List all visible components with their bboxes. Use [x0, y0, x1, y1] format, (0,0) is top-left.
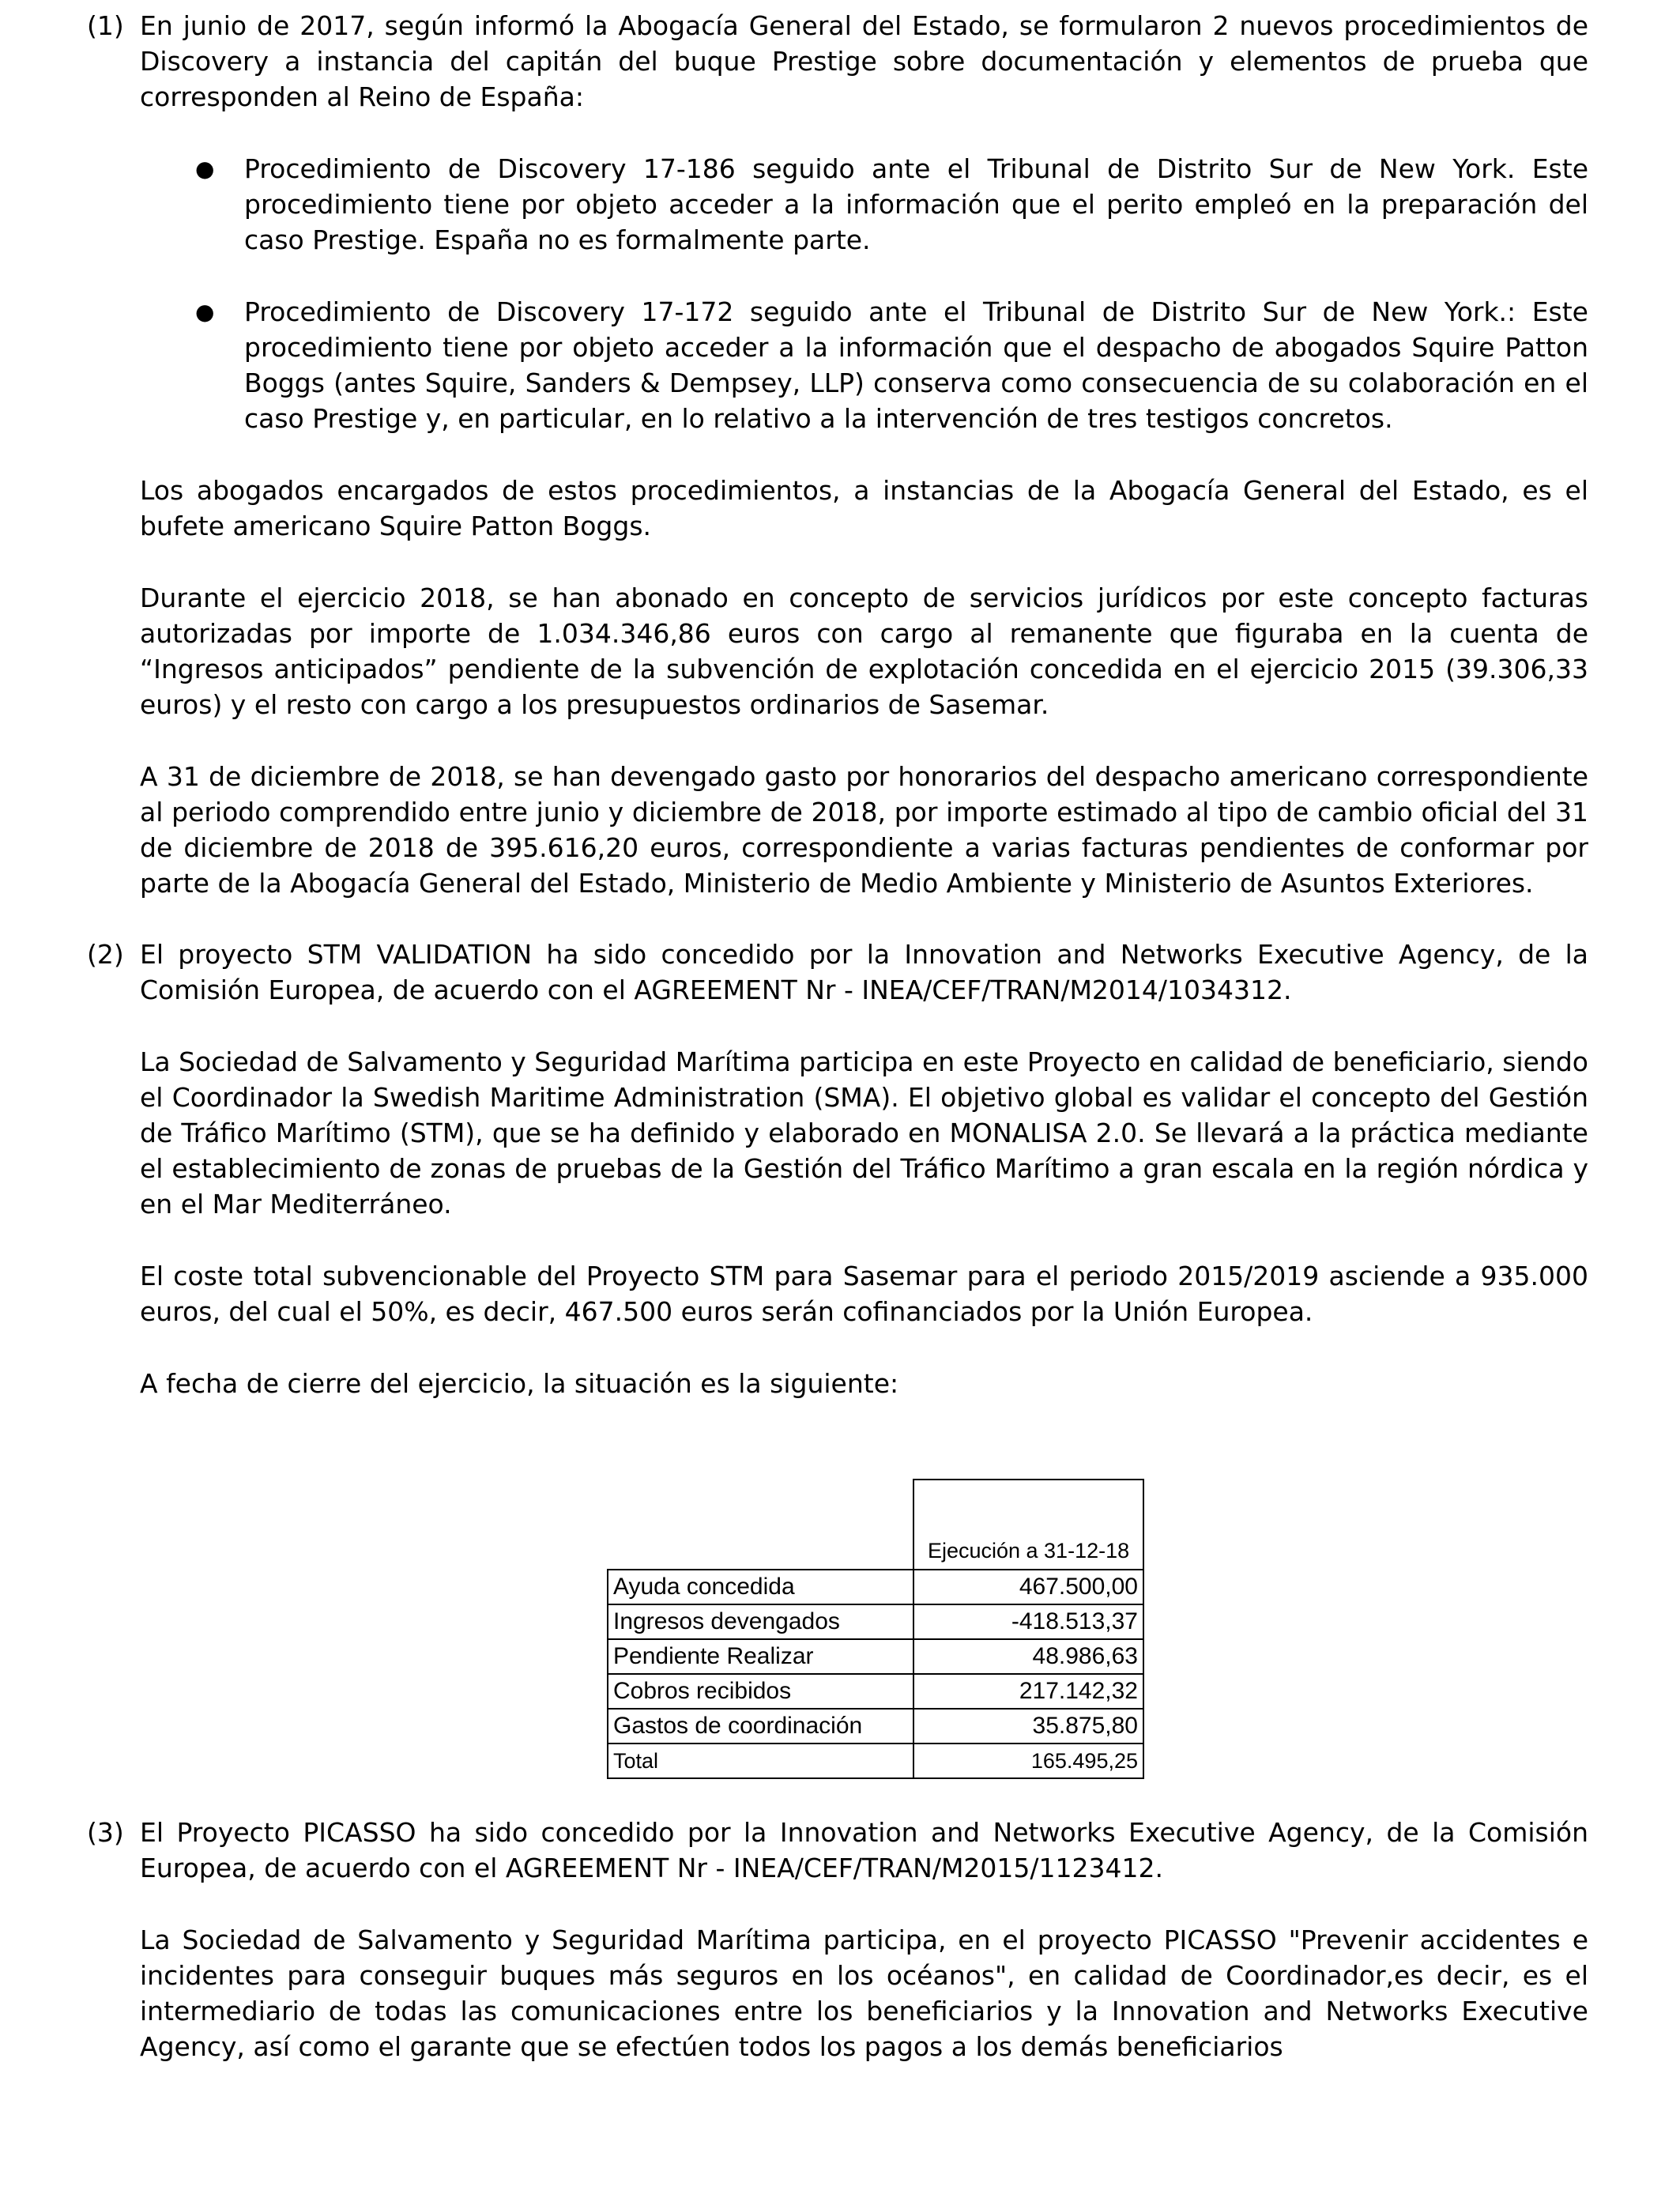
- paragraph: El coste total subvencionable del Proyecto STM para Sasemar para el periodo 2015/2019 asciende a 935.000 euros, del cual el 50%, es decir, 467.500 euros serán cofinanciados por la Unión Europea.: [140, 1261, 1588, 1327]
- paragraph: Los abogados encargados de estos procedimientos, a instancias de la Abogacía General del Estado, es el bufete americano Squire Patton Boggs.: [140, 475, 1588, 541]
- paragraph: Durante el ejercicio 2018, se han abonado en concepto de servicios jurídicos por este concepto facturas autorizadas por importe de 1.034.346,86 euros con cargo al remanente que figuraba en la cuenta de “Ingresos anticipados” pendiente de la subvención de explotación concedida en el ejercicio 2015 (39.306,33 euros) y el resto con cargo a los presupuestos ordinarios de Sasemar.: [140, 582, 1588, 720]
- note-item-1: [87, 8, 1588, 901]
- bullet-icon: ●: [195, 156, 215, 182]
- row-value: 165.495,25: [913, 1744, 1143, 1778]
- execution-table-wrapper: [607, 1479, 1144, 1779]
- table-row: [608, 1709, 1143, 1744]
- row-value: -418.513,37: [913, 1604, 1143, 1639]
- bullet-item: [140, 294, 1588, 436]
- bullet-icon: ●: [195, 299, 215, 325]
- row-value: 217.142,32: [913, 1674, 1143, 1709]
- item-number: (3): [87, 1817, 124, 1848]
- bullet-text: Procedimiento de Discovery 17-172 seguido ante el Tribunal de Distrito Sur de New York.: Este procedimiento tiene por objeto acceder a la información que el despacho de abogados Squire Patton Boggs (antes Squire, Sanders & Dempsey, LLP) conserva como consecuencia de su colaboración en el caso Prestige y, en particular, en lo relativo a la intervención de tres testigos concretos.: [244, 296, 1588, 434]
- bullet-list: [140, 151, 1588, 436]
- item-intro: El Proyecto PICASSO ha sido concedido por la Innovation and Networks Executive Agency, de la Comisión Europea, de acuerdo con el AGREEMENT Nr - INEA/CEF/TRAN/M2015/1123412.: [140, 1817, 1588, 1883]
- item-number: (2): [87, 939, 124, 970]
- item-intro: El proyecto STM VALIDATION ha sido concedido por la Innovation and Networks Executive Agency, de la Comisión Europea, de acuerdo con el AGREEMENT Nr - INEA/CEF/TRAN/M2014/1034312.: [140, 939, 1588, 1005]
- row-label: Pendiente Realizar: [608, 1639, 913, 1674]
- row-label: Ayuda concedida: [608, 1570, 913, 1604]
- row-value: 467.500,00: [913, 1570, 1143, 1604]
- row-label: Ingresos devengados: [608, 1604, 913, 1639]
- row-label: Gastos de coordinación: [608, 1709, 913, 1744]
- bullet-item: [140, 151, 1588, 258]
- table-total-row: [608, 1744, 1143, 1778]
- bullet-text: Procedimiento de Discovery 17-186 seguido ante el Tribunal de Distrito Sur de New York. Este procedimiento tiene por objeto acceder a la información que el perito empleó en la preparación del caso Prestige. España no es formalmente parte.: [244, 153, 1588, 255]
- paragraph: A fecha de cierre del ejercicio, la situación es la siguiente:: [140, 1368, 899, 1399]
- row-value: 48.986,63: [913, 1639, 1143, 1674]
- execution-table: [607, 1479, 1144, 1779]
- column-header: Ejecución a 31-12-18: [913, 1480, 1143, 1570]
- document-page: [87, 8, 1588, 2064]
- paragraph: A 31 de diciembre de 2018, se han devengado gasto por honorarios del despacho americano correspondiente al periodo comprendido entre junio y diciembre de 2018, por importe estimado al tipo de cambio oficial del 31 de diciembre de 2018 de 395.616,20 euros, correspondiente a varias facturas pendientes de conformar por parte de la Abogacía General del Estado, Ministerio de Medio Ambiente y Ministerio de Asuntos Exteriores.: [140, 761, 1588, 899]
- note-item-2: [87, 937, 1588, 1779]
- paragraph: La Sociedad de Salvamento y Seguridad Marítima participa, en el proyecto PICASSO "Prevenir accidentes e incidentes para conseguir buques más seguros en los océanos", en calidad de Coordinador,es decir, es el intermediario de todas las comunicaciones entre los beneficiarios y la Innovation and Networks Executive Agency, así como el garante que se efectúen todos los pagos a los demás beneficiarios: [140, 1924, 1588, 2062]
- row-value: 35.875,80: [913, 1709, 1143, 1744]
- item-intro: En junio de 2017, según informó la Abogacía General del Estado, se formularon 2 nuevos procedimientos de Discovery a instancia del capitán del buque Prestige sobre documentación y elementos de prueba que corresponden al Reino de España:: [140, 10, 1588, 112]
- item-number: (1): [87, 10, 124, 41]
- table-row: [608, 1674, 1143, 1709]
- table-corner: [608, 1480, 913, 1570]
- table-row: [608, 1570, 1143, 1604]
- table-row: [608, 1639, 1143, 1674]
- paragraph: La Sociedad de Salvamento y Seguridad Marítima participa en este Proyecto en calidad de beneficiario, siendo el Coordinador la Swedish Maritime Administration (SMA). El objetivo global es validar el concepto del Gestión de Tráfico Marítimo (STM), que se ha definido y elaborado en MONALISA 2.0. Se llevará a la práctica mediante el establecimiento de zonas de pruebas de la Gestión del Tráfico Marítimo a gran escala en la región nórdica y en el Mar Mediterráneo.: [140, 1046, 1588, 1220]
- row-label: Total: [608, 1744, 913, 1778]
- table-header-row: [608, 1480, 1143, 1570]
- row-label: Cobros recibidos: [608, 1674, 913, 1709]
- note-item-3: [87, 1815, 1588, 2064]
- table-row: [608, 1604, 1143, 1639]
